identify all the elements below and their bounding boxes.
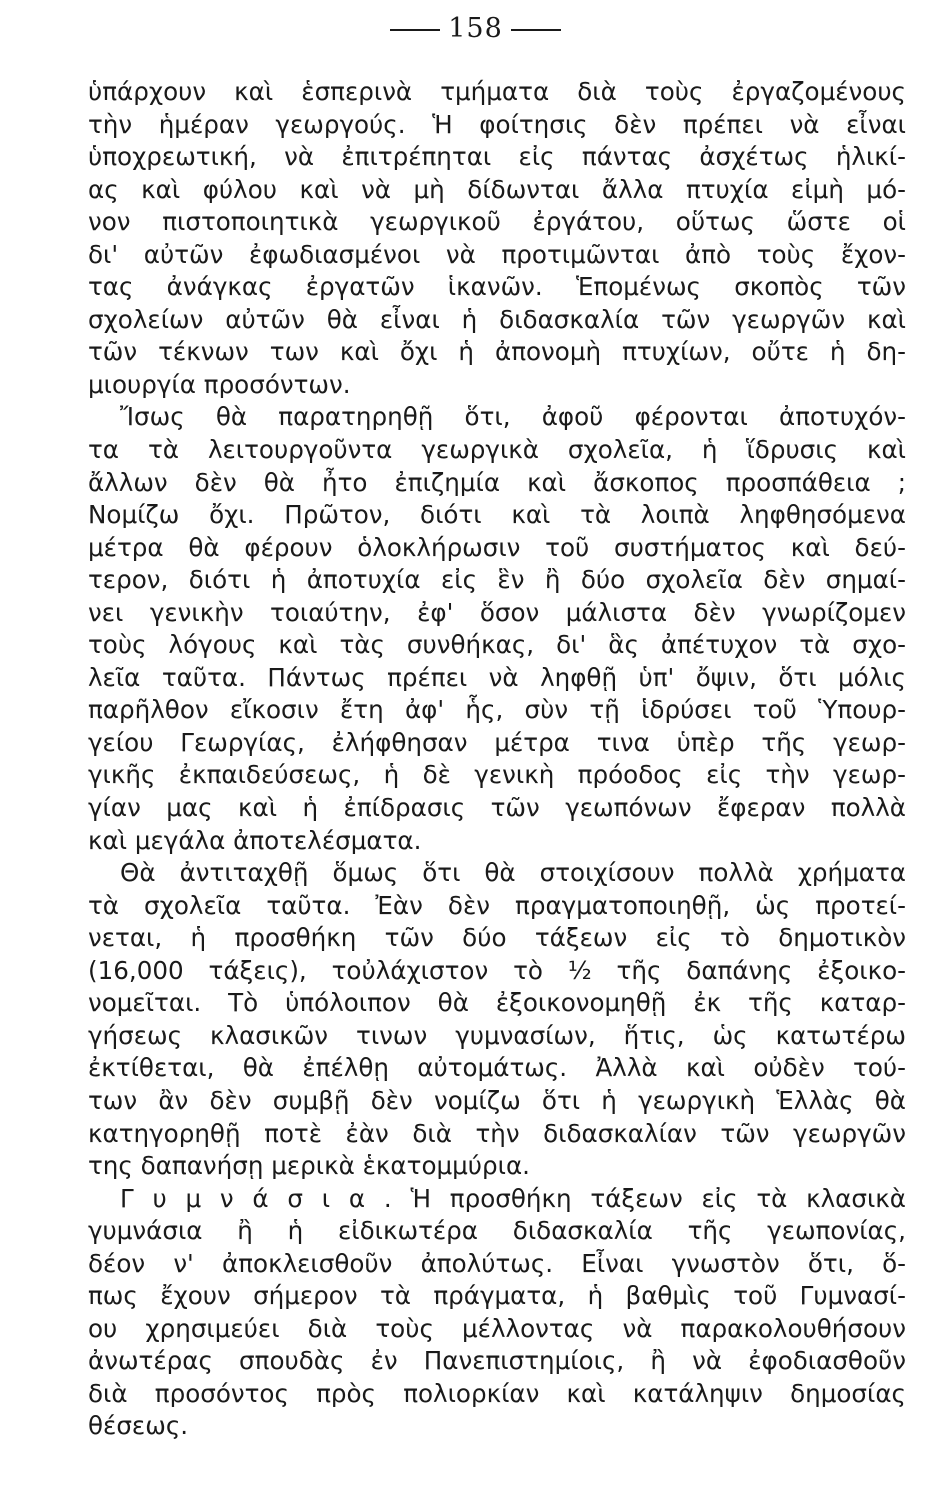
text-line: Γ υ μ ν ά σ ι α . Ἡ προσθήκη τάξεων εἰς τὰ κλασικὰ bbox=[120, 1183, 906, 1213]
text-line: νομεῖται. Τὸ ὑπόλοιπον θὰ ἐξοικονομηθῇ ἐκ τῆς καταρ- bbox=[88, 988, 906, 1018]
body-text bbox=[88, 76, 906, 1443]
text-line: τα τὰ λειτουργοῦντα γεωργικὰ σχολεῖα, ἡ ἵδρυσις καὶ bbox=[88, 435, 906, 465]
text-line: γυμνάσια ἢ ἡ εἰδικωτέρα διδασκαλία τῆς γεωπονίας, bbox=[88, 1216, 906, 1246]
text-line: της δαπανήσῃ μερικὰ ἑκατομμύρια. bbox=[88, 1151, 530, 1181]
text-line: (16,000 τάξεις), τοὐλάχιστον τὸ ½ τῆς δαπάνης ἐξοικο- bbox=[88, 955, 906, 985]
text-line: δι' αὐτῶν ἐφωδιασμένοι νὰ προτιμῶνται ἀπὸ τοὺς ἔχον- bbox=[88, 239, 906, 269]
text-line: δέον ν' ἀποκλεισθοῦν ἀπολύτως. Εἶναι γνωστὸν ὅτι, ὅ- bbox=[88, 1248, 906, 1278]
text-line: ας καὶ φύλου καὶ νὰ μὴ δίδωνται ἄλλα πτυχία εἰμὴ μό- bbox=[88, 174, 906, 204]
text-line: κατηγορηθῇ ποτὲ ἐὰν διὰ τὴν διδασκαλίαν τῶν γεωργῶν bbox=[88, 1118, 906, 1148]
text-line: γήσεως κλασικῶν τινων γυμνασίων, ἥτις, ὡς κατωτέρω bbox=[88, 1020, 906, 1050]
text-line: ἐκτίθεται, θὰ ἐπέλθῃ αὐτομάτως. Ἀλλὰ καὶ οὐδὲν τού- bbox=[88, 1053, 906, 1083]
text-line: νει γενικὴν τοιαύτην, ἐφ' ὅσον μάλιστα δὲν γνωρίζομεν bbox=[88, 597, 906, 627]
text-line: διὰ προσόντος πρὸς πολιορκίαν καὶ κατάληψιν δημοσίας bbox=[88, 1378, 906, 1408]
text-line: γίαν μας καὶ ἡ ἐπίδρασις τῶν γεωπόνων ἔφεραν πολλὰ bbox=[88, 793, 906, 823]
text-line: καὶ μεγάλα ἀποτελέσματα. bbox=[88, 825, 422, 855]
page-number: 158 bbox=[448, 13, 503, 44]
text-line: λεῖα ταῦτα. Πάντως πρέπει νὰ ληφθῇ ὑπ' ὄψιν, ὅτι μόλις bbox=[88, 662, 906, 692]
text-line: νεται, ἡ προσθήκη τῶν δύο τάξεων εἰς τὸ δημοτικὸν bbox=[88, 923, 906, 953]
text-line: γικῆς ἐκπαιδεύσεως, ἡ δὲ γενικὴ πρόοδος εἰς τὴν γεωρ- bbox=[88, 760, 906, 790]
text-line: πως ἔχουν σήμερον τὰ πράγματα, ἡ βαθμὶς τοῦ Γυμνασί- bbox=[88, 1281, 906, 1311]
text-line: τας ἀνάγκας ἐργατῶν ἱκανῶν. Ἑπομένως σκοπὸς τῶν bbox=[88, 272, 906, 302]
text-line: ἀνωτέρας σπουδὰς ἐν Πανεπιστημίοις, ἢ νὰ ἐφοδιασθοῦν bbox=[88, 1346, 906, 1376]
text-line: σχολείων αὐτῶν θὰ εἶναι ἡ διδασκαλία τῶν γεωργῶν καὶ bbox=[88, 304, 906, 334]
text-line: τὴν ἡμέραν γεωργούς. Ἡ φοίτησις δὲν πρέπει νὰ εἶναι bbox=[88, 109, 906, 139]
text-line: ἄλλων δὲν θὰ ἦτο ἐπιζημία καὶ ἄσκοπος προσπάθεια ; bbox=[88, 467, 906, 497]
text-line: ου χρησιμεύει διὰ τοὺς μέλλοντας νὰ παρακολουθήσουν bbox=[88, 1313, 906, 1343]
text-line: μιουργία προσόντων. bbox=[88, 369, 351, 399]
page-header bbox=[0, 14, 951, 44]
text-line: τοὺς λόγους καὶ τὰς συνθήκας, δι' ἃς ἀπέτυχον τὰ σχο- bbox=[88, 630, 906, 660]
text-line: μέτρα θὰ φέρουν ὁλοκλήρωσιν τοῦ συστήματος καὶ δεύ- bbox=[88, 532, 906, 562]
text-line: τὰ σχολεῖα ταῦτα. Ἐὰν δὲν πραγματοποιηθῇ, ὡς προτεί- bbox=[88, 890, 906, 920]
text-line: ὑπάρχουν καὶ ἑσπερινὰ τμήματα διὰ τοὺς ἐργαζομένους bbox=[88, 77, 906, 106]
text-line: τῶν τέκνων των καὶ ὄχι ἡ ἀπονομὴ πτυχίων, οὔτε ἡ δη- bbox=[88, 337, 906, 367]
text-line: των ἂν δὲν συμβῇ δὲν νομίζω ὅτι ἡ γεωργικὴ Ἑλλὰς θὰ bbox=[88, 1085, 906, 1115]
text-line: Ἴσως θὰ παρατηρηθῇ ὅτι, ἀφοῦ φέρονται ἀποτυχόν- bbox=[120, 402, 906, 432]
text-line: νον πιστοποιητικὰ γεωργικοῦ ἐργάτου, οὕτως ὥστε οἱ bbox=[88, 207, 906, 237]
header-right-dash bbox=[511, 29, 561, 31]
text-line: τερον, διότι ἡ ἀποτυχία εἰς ἓν ἢ δύο σχολεῖα δὲν σημαί- bbox=[88, 565, 906, 595]
text-line: γείου Γεωργίας, ἐλήφθησαν μέτρα τινα ὑπὲρ τῆς γεωρ- bbox=[88, 727, 906, 757]
text-line: Νομίζω ὄχι. Πρῶτον, διότι καὶ τὰ λοιπὰ ληφθησόμενα bbox=[88, 500, 906, 530]
header-left-dash bbox=[390, 29, 440, 31]
text-line: ὑποχρεωτική, νὰ ἐπιτρέπηται εἰς πάντας ἀσχέτως ἡλικί- bbox=[88, 142, 906, 172]
text-line: θέσεως. bbox=[88, 1411, 189, 1441]
text-line: παρῆλθον εἴκοσιν ἔτη ἀφ' ἧς, σὺν τῇ ἱδρύσει τοῦ Ὑπουρ- bbox=[88, 695, 906, 725]
text-line: Θὰ ἀντιταχθῇ ὅμως ὅτι θὰ στοιχίσουν πολλὰ χρήματα bbox=[120, 858, 906, 888]
